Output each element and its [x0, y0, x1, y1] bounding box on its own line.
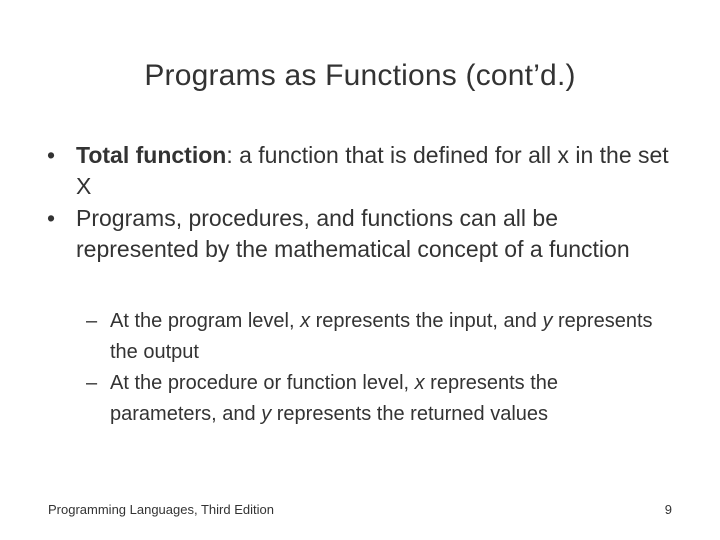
bullet-text — [76, 140, 676, 202]
bullet-text-rest: : a function that is defined for all x in the set X — [76, 142, 669, 199]
bullet-text: Programs, procedures, and functions can all be represented by the mathematical concept of a function — [76, 205, 630, 262]
sub-bullet-marker: – — [86, 372, 98, 394]
variable-x: x — [414, 372, 425, 394]
text-part: represents the parameters, and — [110, 372, 559, 425]
sub-bullet-text — [110, 368, 670, 430]
text-part: represents the output — [110, 310, 653, 363]
bullet-marker: • — [47, 205, 56, 231]
bold-term: Total function — [76, 142, 227, 168]
text-part: represents the returned values — [271, 403, 549, 425]
text-part: At the procedure or function level, — [110, 372, 415, 394]
bullet-marker: • — [47, 142, 56, 168]
page-number: 9 — [664, 502, 672, 517]
variable-x: x — [300, 310, 311, 332]
bullet-item — [47, 203, 687, 265]
variable-y: y — [542, 310, 553, 332]
sub-bullet-item — [86, 306, 686, 368]
bullet-item — [47, 140, 687, 202]
text-part: At the program level, — [110, 310, 301, 332]
slide-title: Programs as Functions (cont’d.) — [144, 59, 576, 92]
sub-bullet-item — [86, 368, 686, 430]
variable-y: y — [261, 403, 272, 425]
text-part: represents the input, and — [310, 310, 543, 332]
footer-text: Programming Languages, Third Edition — [48, 502, 274, 517]
sub-bullet-text — [110, 306, 670, 368]
sub-bullet-marker: – — [86, 310, 98, 332]
